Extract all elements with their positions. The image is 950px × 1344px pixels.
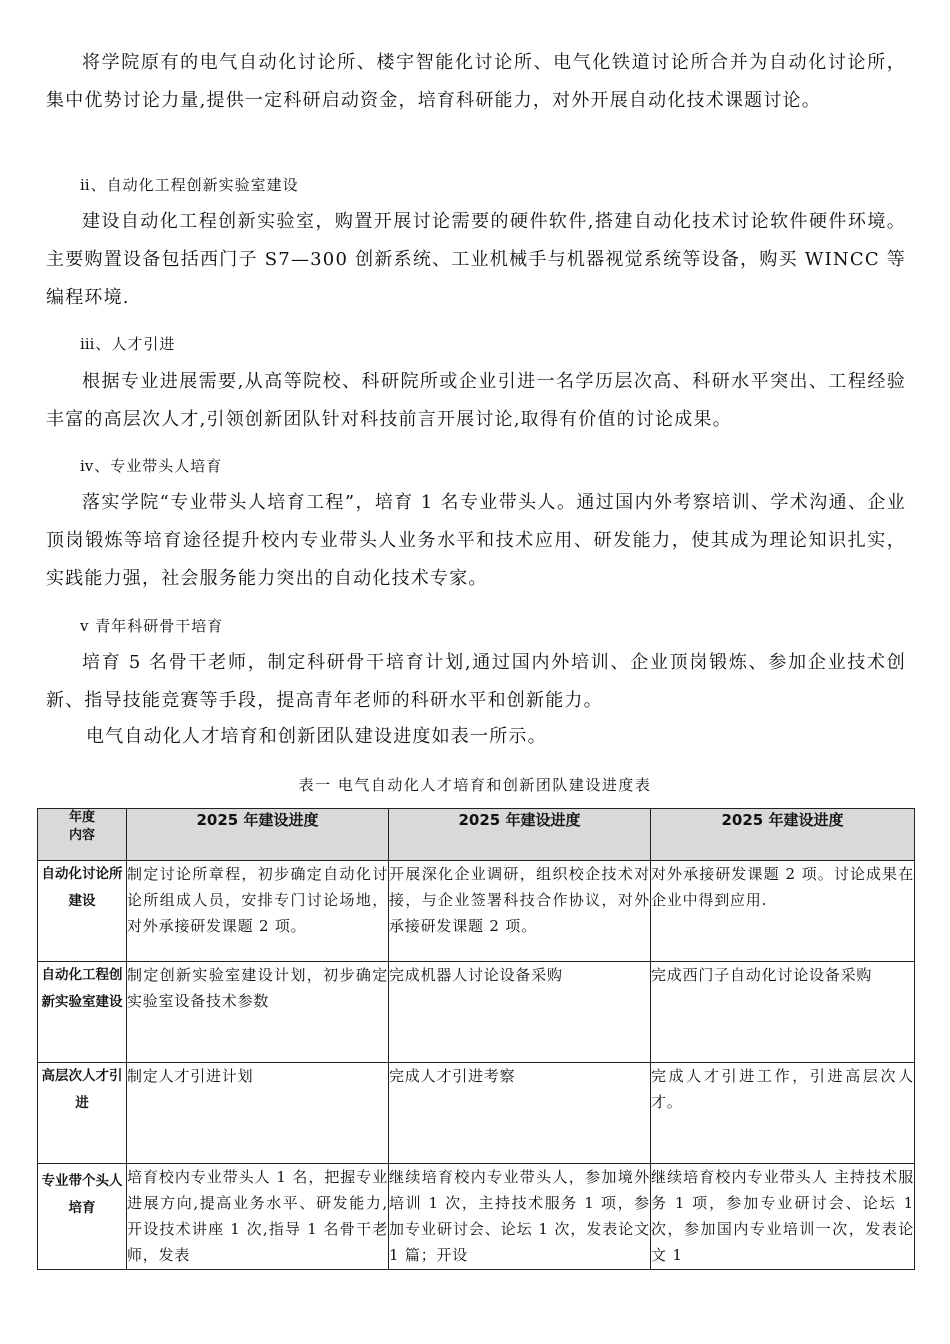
table-cell: 对外承接研发课题 2 项。讨论成果在企业中得到应用. — [651, 861, 915, 962]
table-cell: 制定创新实验室建设计划，初步确定实验室设备技术参数 — [127, 962, 389, 1063]
corner-content-label: 内容 — [68, 828, 95, 843]
paragraph-young-researchers: 培育 5 名骨干老师，制定科研骨干培育计划,通过国内外培训、企业顶岗锻炼、参加企业技术创新、指导技能竞赛等手段，提高青年老师的科研水平和创新能力。 — [46, 652, 906, 711]
heading-discipline-leader: ⅳ、专业带头人培育 — [80, 457, 223, 475]
row-header: 自动化工程创新实验室建设 — [38, 962, 127, 1063]
table-row — [38, 861, 915, 962]
table-cell: 完成机器人讨论设备采购 — [389, 962, 651, 1063]
table-cell: 完成人才引进工作，引进高层次人才。 — [651, 1063, 915, 1164]
row-header: 高层次人才引进 — [38, 1063, 127, 1164]
paragraph-table-intro: 电气自动化人才培育和创新团队建设进度如表一所示。 — [86, 726, 547, 747]
table-cell: 培育校内专业带头人 1 名，把握专业进展方向,提高业务水平、研发能力,开设技术讲座 1 次,指导 1 名骨干老师，发表 — [127, 1164, 389, 1270]
row-header: 专业带个头人培育 — [38, 1164, 127, 1270]
heading-innovation-lab: ⅱ、自动化工程创新实验室建设 — [80, 176, 299, 194]
heading-talent-introduction: ⅲ、人才引进 — [80, 335, 176, 353]
corner-year-label: 年度 — [68, 810, 95, 825]
table-header-row — [38, 809, 915, 861]
paragraph-talent-introduction: 根据专业进展需要,从高等院校、科研院所或企业引进一名学历层次高、科研水平突出、工程经验丰富的高层次人才,引领创新团队针对科技前言开展讨论,取得有价值的讨论成果。 — [46, 371, 906, 430]
paragraph-innovation-lab: 建设自动化工程创新实验室，购置开展讨论需要的硬件软件,搭建自动化技术讨论软件硬件环境。主要购置设备包括西门子 S7—300 创新系统、工业机械手与机器视觉系统等设备，购买 WINCC 等编程环境. — [46, 211, 906, 308]
column-header: 2025 年建设进度 — [127, 809, 389, 861]
column-header: 2025 年建设进度 — [389, 809, 651, 861]
column-header: 2025 年建设进度 — [651, 809, 915, 861]
table-cell: 制定人才引进计划 — [127, 1063, 389, 1164]
table-row — [38, 1063, 915, 1164]
table-cell: 继续培育校内专业带头人，参加境外培训 1 次，主持技术服务 1 项，参加专业研讨会、论坛 1 次，发表论文 1 篇；开设 — [389, 1164, 651, 1270]
row-header: 自动化讨论所建设 — [38, 861, 127, 962]
table-row — [38, 1164, 915, 1270]
table-cell: 完成西门子自动化讨论设备采购 — [651, 962, 915, 1063]
table-corner-cell — [38, 809, 127, 861]
progress-table — [37, 808, 915, 1270]
table-cell: 制定讨论所章程，初步确定自动化讨论所组成人员，安排专门讨论场地，对外承接研发课题 2 项。 — [127, 861, 389, 962]
table-row — [38, 962, 915, 1063]
table-caption: 表一 电气自动化人才培育和创新团队建设进度表 — [298, 776, 652, 794]
table-cell: 完成人才引进考察 — [389, 1063, 651, 1164]
heading-young-researchers: ⅴ 青年科研骨干培育 — [80, 617, 224, 635]
paragraph-discipline-leader: 落实学院“专业带头人培育工程”，培育 1 名专业带头人。通过国内外考察培训、学术沟通、企业顶岗锻炼等培育途径提升校内专业带头人业务水平和技术应用、研发能力，使其成为理论知识扎实，实践能力强，社会服务能力突出的自动化技术专家。 — [46, 492, 906, 589]
table-cell: 继续培育校内专业带头人 主持技术服务 1 项，参加专业研讨会、论坛 1 次，参加国内专业培训一次，发表论文 1 — [651, 1164, 915, 1270]
paragraph-research-institute: 将学院原有的电气自动化讨论所、楼宇智能化讨论所、电气化铁道讨论所合并为自动化讨论所，集中优势讨论力量,提供一定科研启动资金，培育科研能力，对外开展自动化技术课题讨论。 — [46, 52, 906, 111]
table-cell: 开展深化企业调研，组织校企技术对接，与企业签署科技合作协议，对外承接研发课题 2 项。 — [389, 861, 651, 962]
